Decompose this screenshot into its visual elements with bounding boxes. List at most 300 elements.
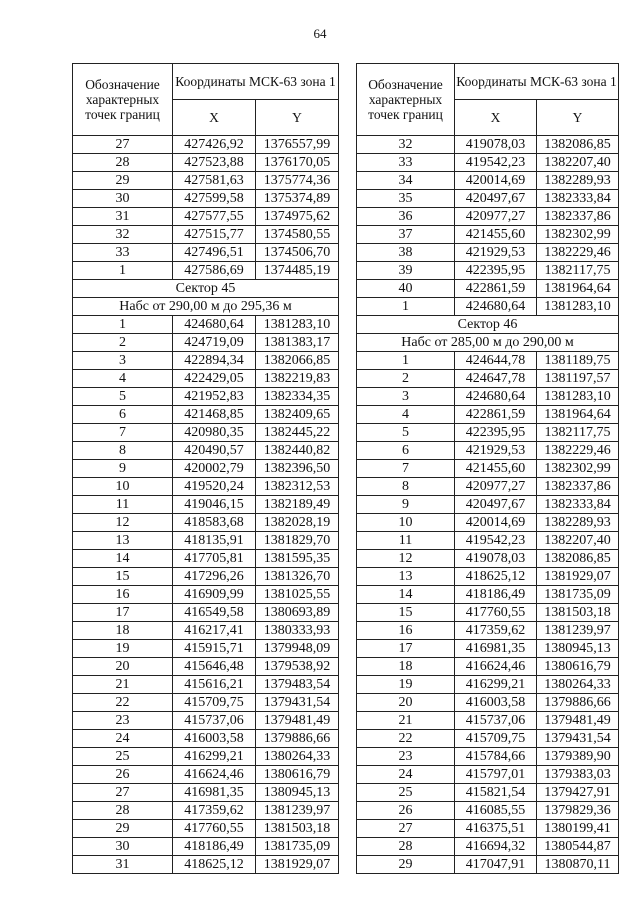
point-number: 1 bbox=[357, 352, 455, 370]
y-coordinate: 1382117,75 bbox=[537, 424, 619, 442]
y-coordinate: 1382219,83 bbox=[256, 370, 339, 388]
point-number: 13 bbox=[357, 568, 455, 586]
x-coordinate: 424680,64 bbox=[173, 316, 256, 334]
point-number: 11 bbox=[73, 496, 173, 514]
table-row bbox=[357, 460, 619, 478]
table-row bbox=[357, 136, 619, 154]
x-coordinate: 421952,83 bbox=[173, 388, 256, 406]
point-number: 35 bbox=[357, 190, 455, 208]
table-row bbox=[357, 802, 619, 820]
table-row bbox=[357, 730, 619, 748]
x-coordinate: 417296,26 bbox=[173, 568, 256, 586]
y-coordinate: 1380870,11 bbox=[537, 856, 619, 874]
x-coordinate: 424680,64 bbox=[455, 298, 537, 316]
y-coordinate: 1382337,86 bbox=[537, 478, 619, 496]
coordinates-table-right bbox=[356, 63, 619, 874]
y-coordinate: 1382086,85 bbox=[537, 136, 619, 154]
table-row bbox=[357, 712, 619, 730]
table-row bbox=[357, 406, 619, 424]
y-coordinate: 1381595,35 bbox=[256, 550, 339, 568]
table-row bbox=[73, 568, 339, 586]
table-row bbox=[73, 460, 339, 478]
x-coordinate: 418583,68 bbox=[173, 514, 256, 532]
point-number: 9 bbox=[357, 496, 455, 514]
x-coordinate: 417760,55 bbox=[455, 604, 537, 622]
point-number: 38 bbox=[357, 244, 455, 262]
table-row bbox=[357, 532, 619, 550]
point-number: 23 bbox=[73, 712, 173, 730]
point-number: 40 bbox=[357, 280, 455, 298]
table-row bbox=[357, 622, 619, 640]
y-coordinate: 1379389,90 bbox=[537, 748, 619, 766]
y-coordinate: 1381239,97 bbox=[537, 622, 619, 640]
y-coordinate: 1381283,10 bbox=[256, 316, 339, 334]
y-coordinate: 1382445,22 bbox=[256, 424, 339, 442]
table-row bbox=[357, 784, 619, 802]
point-number: 5 bbox=[73, 388, 173, 406]
y-coordinate: 1382440,82 bbox=[256, 442, 339, 460]
point-number: 15 bbox=[73, 568, 173, 586]
point-number: 28 bbox=[357, 838, 455, 856]
section-label: Набс от 290,00 м до 295,36 м bbox=[73, 298, 339, 316]
point-number: 4 bbox=[357, 406, 455, 424]
x-coordinate: 417359,62 bbox=[455, 622, 537, 640]
table-row bbox=[357, 370, 619, 388]
designation-header: Обозначение характерных точек границ bbox=[73, 64, 173, 136]
x-coordinate: 416299,21 bbox=[173, 748, 256, 766]
table-row bbox=[357, 550, 619, 568]
table-row bbox=[73, 370, 339, 388]
table-row bbox=[357, 280, 619, 298]
y-coordinate: 1379886,66 bbox=[537, 694, 619, 712]
point-number: 20 bbox=[73, 658, 173, 676]
y-header: Y bbox=[537, 100, 619, 136]
point-number: 3 bbox=[357, 388, 455, 406]
table-row bbox=[357, 154, 619, 172]
point-number: 33 bbox=[357, 154, 455, 172]
x-coordinate: 418625,12 bbox=[455, 568, 537, 586]
y-coordinate: 1379886,66 bbox=[256, 730, 339, 748]
table-row bbox=[357, 226, 619, 244]
x-coordinate: 417705,81 bbox=[173, 550, 256, 568]
y-coordinate: 1379948,09 bbox=[256, 640, 339, 658]
y-coordinate: 1380616,79 bbox=[256, 766, 339, 784]
point-number: 6 bbox=[357, 442, 455, 460]
x-coordinate: 420497,67 bbox=[455, 190, 537, 208]
x-coordinate: 415784,66 bbox=[455, 748, 537, 766]
point-number: 15 bbox=[357, 604, 455, 622]
point-number: 27 bbox=[357, 820, 455, 838]
point-number: 25 bbox=[357, 784, 455, 802]
table-row bbox=[73, 136, 339, 154]
y-coordinate: 1382207,40 bbox=[537, 532, 619, 550]
y-coordinate: 1382289,93 bbox=[537, 172, 619, 190]
y-coordinate: 1381964,64 bbox=[537, 280, 619, 298]
point-number: 26 bbox=[357, 802, 455, 820]
point-number: 12 bbox=[73, 514, 173, 532]
y-coordinate: 1381735,09 bbox=[537, 586, 619, 604]
table-row bbox=[73, 712, 339, 730]
y-coordinate: 1382086,85 bbox=[537, 550, 619, 568]
x-coordinate: 416624,46 bbox=[455, 658, 537, 676]
table-row bbox=[73, 784, 339, 802]
point-number: 1 bbox=[73, 316, 173, 334]
x-coordinate: 421455,60 bbox=[455, 226, 537, 244]
point-number: 12 bbox=[357, 550, 455, 568]
x-coordinate: 427581,63 bbox=[173, 172, 256, 190]
y-coordinate: 1379481,49 bbox=[537, 712, 619, 730]
y-coordinate: 1382333,84 bbox=[537, 496, 619, 514]
table-row bbox=[73, 424, 339, 442]
table-body-left bbox=[73, 136, 339, 874]
y-coordinate: 1375374,89 bbox=[256, 190, 339, 208]
x-coordinate: 415737,06 bbox=[173, 712, 256, 730]
x-coordinate: 427599,58 bbox=[173, 190, 256, 208]
x-coordinate: 416981,35 bbox=[173, 784, 256, 802]
point-number: 22 bbox=[357, 730, 455, 748]
table-row bbox=[357, 640, 619, 658]
x-coordinate: 422395,95 bbox=[455, 262, 537, 280]
point-number: 16 bbox=[357, 622, 455, 640]
table-row bbox=[73, 226, 339, 244]
table-row bbox=[357, 190, 619, 208]
point-number: 2 bbox=[357, 370, 455, 388]
point-number: 10 bbox=[357, 514, 455, 532]
table-row bbox=[357, 478, 619, 496]
x-coordinate: 422861,59 bbox=[455, 280, 537, 298]
x-coordinate: 416217,41 bbox=[173, 622, 256, 640]
point-number: 7 bbox=[73, 424, 173, 442]
point-number: 31 bbox=[73, 208, 173, 226]
table-row bbox=[73, 658, 339, 676]
x-coordinate: 416085,55 bbox=[455, 802, 537, 820]
y-coordinate: 1382409,65 bbox=[256, 406, 339, 424]
page-number: 64 bbox=[313, 26, 327, 41]
table-row bbox=[73, 802, 339, 820]
x-coordinate: 422861,59 bbox=[455, 406, 537, 424]
x-coordinate: 424644,78 bbox=[455, 352, 537, 370]
table-row bbox=[73, 244, 339, 262]
x-coordinate: 420014,69 bbox=[455, 514, 537, 532]
x-coordinate: 415915,71 bbox=[173, 640, 256, 658]
x-coordinate: 418186,49 bbox=[173, 838, 256, 856]
x-coordinate: 424680,64 bbox=[455, 388, 537, 406]
x-coordinate: 415616,21 bbox=[173, 676, 256, 694]
y-coordinate: 1374485,19 bbox=[256, 262, 339, 280]
y-coordinate: 1382066,85 bbox=[256, 352, 339, 370]
section-row bbox=[357, 316, 619, 334]
section-row bbox=[73, 298, 339, 316]
point-number: 18 bbox=[357, 658, 455, 676]
point-number: 6 bbox=[73, 406, 173, 424]
y-coordinate: 1380616,79 bbox=[537, 658, 619, 676]
point-number: 1 bbox=[357, 298, 455, 316]
point-number: 10 bbox=[73, 478, 173, 496]
x-header: X bbox=[455, 100, 537, 136]
x-coordinate: 424719,09 bbox=[173, 334, 256, 352]
y-coordinate: 1381189,75 bbox=[537, 352, 619, 370]
y-coordinate: 1382333,84 bbox=[537, 190, 619, 208]
point-number: 30 bbox=[73, 838, 173, 856]
table-row bbox=[73, 676, 339, 694]
x-header: X bbox=[173, 100, 256, 136]
y-coordinate: 1380544,87 bbox=[537, 838, 619, 856]
table-row bbox=[73, 856, 339, 874]
table-row bbox=[73, 838, 339, 856]
point-number: 1 bbox=[73, 262, 173, 280]
point-number: 17 bbox=[73, 604, 173, 622]
table-row bbox=[73, 622, 339, 640]
y-coordinate: 1381383,17 bbox=[256, 334, 339, 352]
y-coordinate: 1381239,97 bbox=[256, 802, 339, 820]
x-coordinate: 422894,34 bbox=[173, 352, 256, 370]
x-coordinate: 418186,49 bbox=[455, 586, 537, 604]
point-number: 28 bbox=[73, 802, 173, 820]
point-number: 31 bbox=[73, 856, 173, 874]
point-number: 26 bbox=[73, 766, 173, 784]
table-row bbox=[357, 244, 619, 262]
point-number: 17 bbox=[357, 640, 455, 658]
x-coordinate: 415709,75 bbox=[173, 694, 256, 712]
x-coordinate: 416003,58 bbox=[455, 694, 537, 712]
x-coordinate: 427496,51 bbox=[173, 244, 256, 262]
x-coordinate: 420977,27 bbox=[455, 208, 537, 226]
point-number: 3 bbox=[73, 352, 173, 370]
x-coordinate: 415797,01 bbox=[455, 766, 537, 784]
y-coordinate: 1379829,36 bbox=[537, 802, 619, 820]
point-number: 9 bbox=[73, 460, 173, 478]
point-number: 4 bbox=[73, 370, 173, 388]
table-row bbox=[73, 514, 339, 532]
y-coordinate: 1380945,13 bbox=[256, 784, 339, 802]
table-row bbox=[357, 568, 619, 586]
x-coordinate: 421455,60 bbox=[455, 460, 537, 478]
x-coordinate: 417760,55 bbox=[173, 820, 256, 838]
x-coordinate: 427523,88 bbox=[173, 154, 256, 172]
y-coordinate: 1379481,49 bbox=[256, 712, 339, 730]
table-row bbox=[357, 442, 619, 460]
x-coordinate: 427426,92 bbox=[173, 136, 256, 154]
table-row bbox=[357, 694, 619, 712]
point-number: 13 bbox=[73, 532, 173, 550]
table-row bbox=[357, 586, 619, 604]
point-number: 32 bbox=[357, 136, 455, 154]
x-coordinate: 416549,58 bbox=[173, 604, 256, 622]
table-row bbox=[357, 352, 619, 370]
x-coordinate: 420490,57 bbox=[173, 442, 256, 460]
table-row bbox=[73, 262, 339, 280]
table-row bbox=[357, 838, 619, 856]
y-coordinate: 1381197,57 bbox=[537, 370, 619, 388]
point-number: 36 bbox=[357, 208, 455, 226]
y-coordinate: 1381326,70 bbox=[256, 568, 339, 586]
table-row bbox=[73, 316, 339, 334]
point-number: 11 bbox=[357, 532, 455, 550]
point-number: 37 bbox=[357, 226, 455, 244]
y-coordinate: 1374506,70 bbox=[256, 244, 339, 262]
x-coordinate: 419520,24 bbox=[173, 478, 256, 496]
table-row bbox=[357, 748, 619, 766]
x-coordinate: 417359,62 bbox=[173, 802, 256, 820]
table-row bbox=[73, 604, 339, 622]
y-coordinate: 1379431,54 bbox=[256, 694, 339, 712]
y-coordinate: 1379427,91 bbox=[537, 784, 619, 802]
section-label: Сектор 45 bbox=[73, 280, 339, 298]
point-number: 16 bbox=[73, 586, 173, 604]
point-number: 29 bbox=[73, 820, 173, 838]
x-coordinate: 421929,53 bbox=[455, 442, 537, 460]
y-coordinate: 1382207,40 bbox=[537, 154, 619, 172]
point-number: 29 bbox=[357, 856, 455, 874]
section-row bbox=[73, 280, 339, 298]
point-number: 34 bbox=[357, 172, 455, 190]
point-number: 33 bbox=[73, 244, 173, 262]
x-coordinate: 422429,05 bbox=[173, 370, 256, 388]
y-coordinate: 1374580,55 bbox=[256, 226, 339, 244]
table-row bbox=[357, 388, 619, 406]
point-number: 30 bbox=[73, 190, 173, 208]
table-row bbox=[73, 478, 339, 496]
x-coordinate: 416375,51 bbox=[455, 820, 537, 838]
section-row bbox=[357, 334, 619, 352]
table-row bbox=[73, 334, 339, 352]
table-row bbox=[357, 424, 619, 442]
table-row bbox=[73, 208, 339, 226]
point-number: 18 bbox=[73, 622, 173, 640]
x-coordinate: 420977,27 bbox=[455, 478, 537, 496]
x-coordinate: 420014,69 bbox=[455, 172, 537, 190]
table-row bbox=[357, 766, 619, 784]
point-number: 29 bbox=[73, 172, 173, 190]
table-row bbox=[73, 766, 339, 784]
x-coordinate: 420497,67 bbox=[455, 496, 537, 514]
point-number: 27 bbox=[73, 136, 173, 154]
table-row bbox=[73, 352, 339, 370]
y-coordinate: 1379483,54 bbox=[256, 676, 339, 694]
x-coordinate: 418625,12 bbox=[173, 856, 256, 874]
y-coordinate: 1380333,93 bbox=[256, 622, 339, 640]
x-coordinate: 416909,99 bbox=[173, 586, 256, 604]
point-number: 8 bbox=[357, 478, 455, 496]
point-number: 32 bbox=[73, 226, 173, 244]
table-row bbox=[73, 172, 339, 190]
y-coordinate: 1381929,07 bbox=[256, 856, 339, 874]
x-coordinate: 420002,79 bbox=[173, 460, 256, 478]
x-coordinate: 420980,35 bbox=[173, 424, 256, 442]
point-number: 27 bbox=[73, 784, 173, 802]
table-row bbox=[73, 388, 339, 406]
x-coordinate: 415709,75 bbox=[455, 730, 537, 748]
point-number: 21 bbox=[357, 712, 455, 730]
x-coordinate: 427577,55 bbox=[173, 208, 256, 226]
y-coordinate: 1382229,46 bbox=[537, 442, 619, 460]
table-row bbox=[73, 154, 339, 172]
table-row bbox=[73, 586, 339, 604]
x-coordinate: 419078,03 bbox=[455, 550, 537, 568]
x-coordinate: 418135,91 bbox=[173, 532, 256, 550]
table-row bbox=[73, 532, 339, 550]
y-coordinate: 1374975,62 bbox=[256, 208, 339, 226]
y-coordinate: 1382334,35 bbox=[256, 388, 339, 406]
table-row bbox=[357, 604, 619, 622]
table-row bbox=[357, 856, 619, 874]
x-coordinate: 416003,58 bbox=[173, 730, 256, 748]
table-row bbox=[357, 172, 619, 190]
y-coordinate: 1381025,55 bbox=[256, 586, 339, 604]
x-coordinate: 419542,23 bbox=[455, 532, 537, 550]
table-row bbox=[357, 262, 619, 280]
y-coordinate: 1380693,89 bbox=[256, 604, 339, 622]
point-number: 19 bbox=[73, 640, 173, 658]
table-body-right bbox=[357, 136, 619, 874]
x-coordinate: 415821,54 bbox=[455, 784, 537, 802]
table-row bbox=[73, 694, 339, 712]
y-coordinate: 1381929,07 bbox=[537, 568, 619, 586]
table-row bbox=[357, 496, 619, 514]
y-coordinate: 1381829,70 bbox=[256, 532, 339, 550]
table-row bbox=[357, 514, 619, 532]
x-coordinate: 427515,77 bbox=[173, 226, 256, 244]
y-coordinate: 1382289,93 bbox=[537, 514, 619, 532]
x-coordinate: 421468,85 bbox=[173, 406, 256, 424]
point-number: 24 bbox=[73, 730, 173, 748]
point-number: 28 bbox=[73, 154, 173, 172]
point-number: 21 bbox=[73, 676, 173, 694]
point-number: 20 bbox=[357, 694, 455, 712]
y-coordinate: 1382302,99 bbox=[537, 460, 619, 478]
point-number: 7 bbox=[357, 460, 455, 478]
point-number: 14 bbox=[357, 586, 455, 604]
x-coordinate: 419542,23 bbox=[455, 154, 537, 172]
x-coordinate: 422395,95 bbox=[455, 424, 537, 442]
table-row bbox=[73, 640, 339, 658]
x-coordinate: 416299,21 bbox=[455, 676, 537, 694]
point-number: 24 bbox=[357, 766, 455, 784]
x-coordinate: 416624,46 bbox=[173, 766, 256, 784]
table-row bbox=[73, 730, 339, 748]
y-coordinate: 1382337,86 bbox=[537, 208, 619, 226]
table-row bbox=[357, 676, 619, 694]
y-coordinate: 1380264,33 bbox=[256, 748, 339, 766]
coordinates-header: Координаты МСК-63 зона 1 bbox=[173, 64, 339, 100]
table-row bbox=[357, 298, 619, 316]
y-coordinate: 1376557,99 bbox=[256, 136, 339, 154]
table-row bbox=[73, 190, 339, 208]
table-row bbox=[73, 406, 339, 424]
x-coordinate: 416694,32 bbox=[455, 838, 537, 856]
x-coordinate: 417047,91 bbox=[455, 856, 537, 874]
coordinates-header: Координаты МСК-63 зона 1 bbox=[455, 64, 619, 100]
point-number: 25 bbox=[73, 748, 173, 766]
y-coordinate: 1379383,03 bbox=[537, 766, 619, 784]
x-coordinate: 415737,06 bbox=[455, 712, 537, 730]
x-coordinate: 419046,15 bbox=[173, 496, 256, 514]
y-coordinate: 1376170,05 bbox=[256, 154, 339, 172]
section-label: Сектор 46 bbox=[357, 316, 619, 334]
x-coordinate: 421929,53 bbox=[455, 244, 537, 262]
point-number: 8 bbox=[73, 442, 173, 460]
y-coordinate: 1382312,53 bbox=[256, 478, 339, 496]
point-number: 19 bbox=[357, 676, 455, 694]
table-row bbox=[73, 748, 339, 766]
y-coordinate: 1382189,49 bbox=[256, 496, 339, 514]
table-row bbox=[73, 820, 339, 838]
table-row bbox=[73, 442, 339, 460]
point-number: 5 bbox=[357, 424, 455, 442]
point-number: 14 bbox=[73, 550, 173, 568]
y-coordinate: 1381964,64 bbox=[537, 406, 619, 424]
x-coordinate: 424647,78 bbox=[455, 370, 537, 388]
